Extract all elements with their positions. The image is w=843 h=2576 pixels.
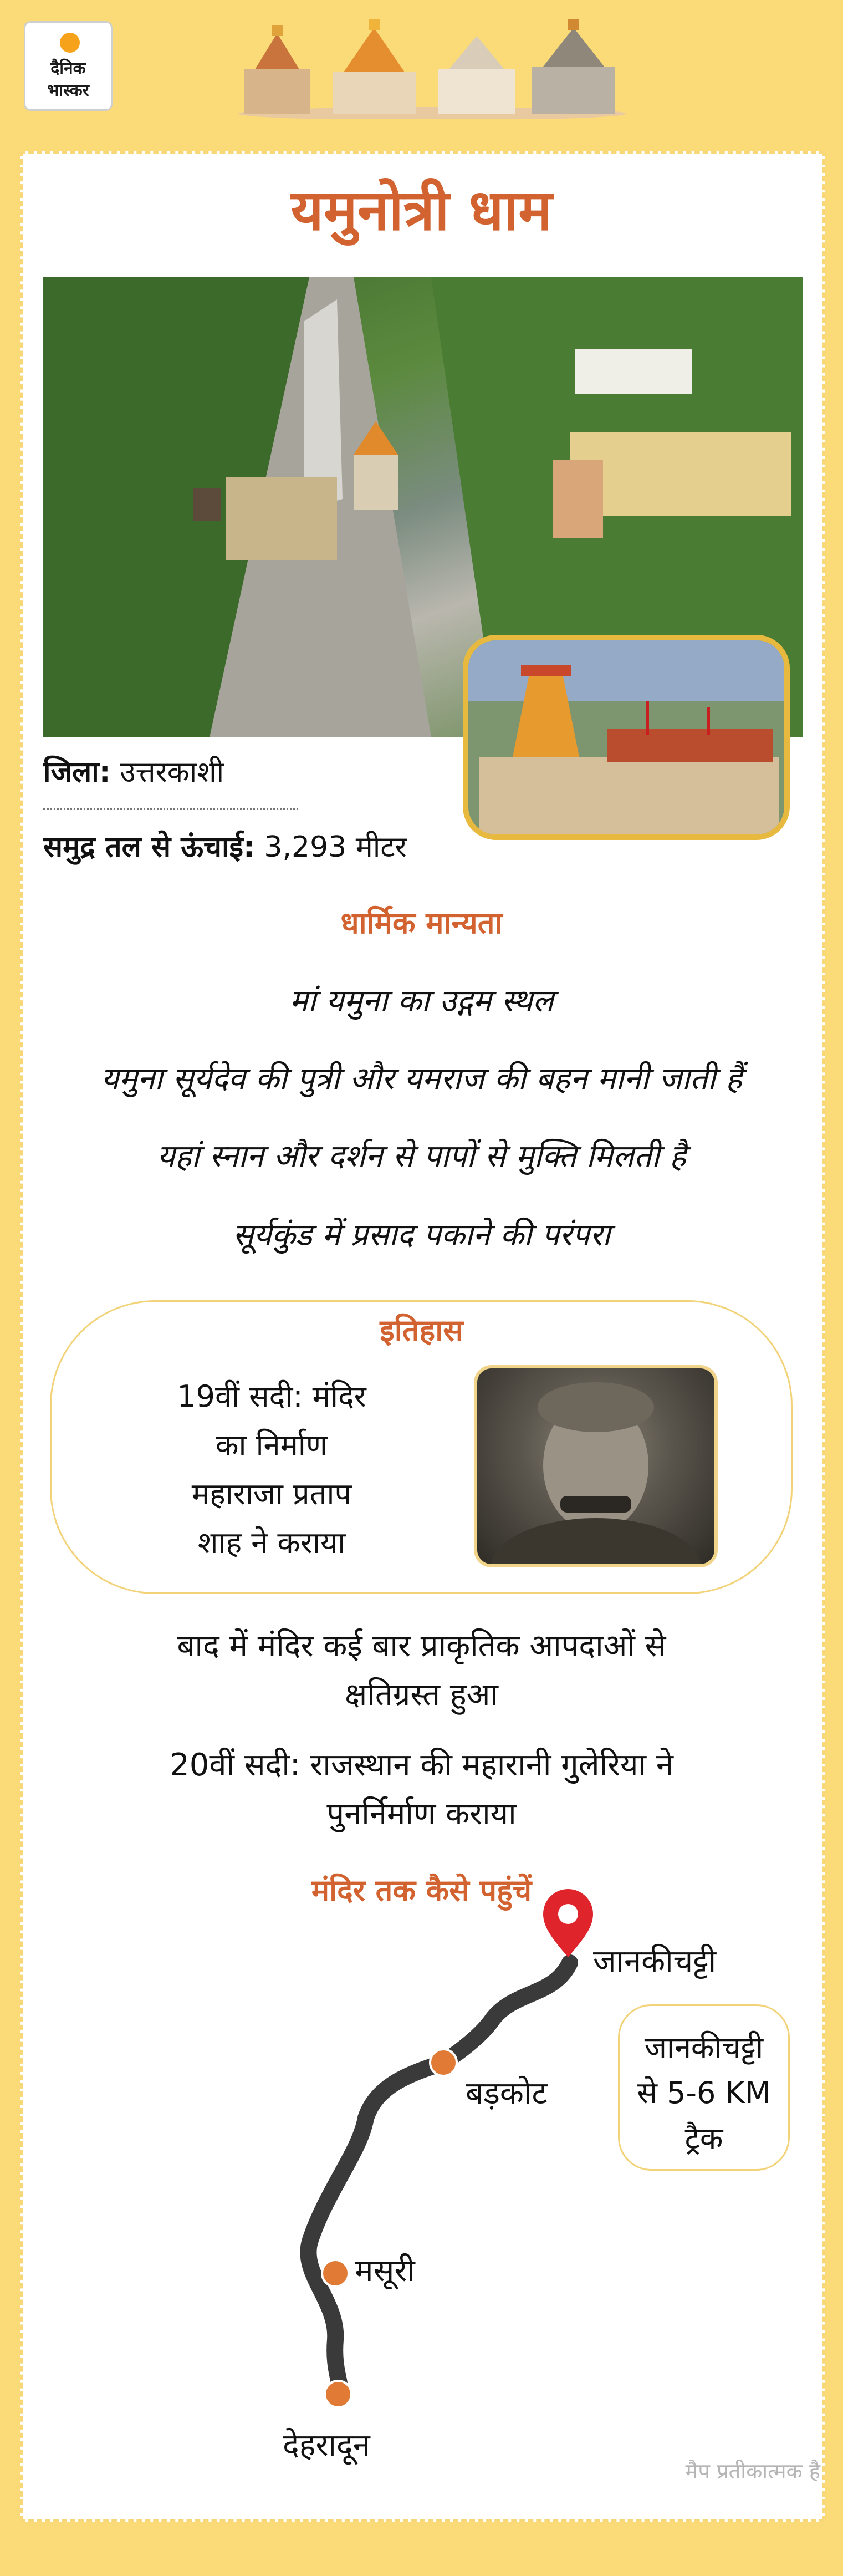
route-stop-dot — [322, 2260, 349, 2287]
maharaja-portrait — [474, 1365, 718, 1567]
belief-item: सूर्यकुंड में प्रसाद पकाने की परंपरा — [232, 1217, 611, 1253]
divider — [43, 808, 298, 810]
district-value: उत्तरकाशी — [120, 756, 224, 789]
route-map — [277, 1885, 610, 2440]
belief-item: यमुना सूर्यदेव की पुत्री और यमराज की बहन मानी जाती हैं — [101, 1061, 742, 1097]
paragraph-line: पुनर्निर्माण कराया — [326, 1796, 517, 1832]
temple-inset-scene — [468, 640, 784, 834]
place-barkot: बड़कोट — [466, 2075, 548, 2111]
history-line: 19वीं सदी: मंदिर — [177, 1379, 366, 1414]
history-line: का निर्माण — [216, 1428, 328, 1463]
history-paragraph-1 — [0, 1622, 843, 1719]
belief-item: यहां स्नान और दर्शन से पापों से मुक्ति मिलती है — [157, 1138, 686, 1174]
belief-item: मां यमुना का उद्गम स्थल — [289, 983, 554, 1019]
route-line — [308, 1963, 570, 2395]
beliefs-heading: धार्मिक मान्यता — [340, 905, 503, 940]
sun-icon — [60, 33, 80, 53]
paragraph-line: बाद में मंदिर कई बार प्राकृतिक आपदाओं से — [177, 1628, 666, 1664]
track-line: ट्रैक — [684, 2121, 723, 2156]
temples-illustration — [233, 17, 632, 119]
altitude-value: 3,293 मीटर — [264, 831, 407, 864]
history-line: शाह ने कराया — [197, 1525, 346, 1560]
history-paragraph-2 — [0, 1741, 843, 1839]
altitude-row — [43, 826, 407, 866]
paragraph-line: 20वीं सदी: राजस्थान की महारानी गुलेरिया ने — [170, 1747, 673, 1783]
history-text — [127, 1372, 416, 1567]
place-janki-chatti: जानकीचट्टी — [593, 1943, 717, 1979]
route-stop-dot — [430, 2049, 457, 2076]
map-disclaimer: मैप प्रतीकात्मक है — [685, 2459, 820, 2483]
district-row — [43, 751, 224, 791]
history-line: महाराजा प्रताप — [191, 1477, 352, 1511]
paragraph-line: क्षतिग्रस्त हुआ — [345, 1677, 498, 1713]
place-dehradun: देहरादून — [283, 2427, 370, 2463]
place-mussoorie: मसूरी — [355, 2253, 415, 2289]
track-info-text — [618, 2025, 790, 2161]
track-line: से 5-6 KM — [637, 2075, 771, 2110]
district-label: जिला: — [43, 756, 111, 789]
logo-line2: भास्कर — [47, 81, 89, 100]
temple-inset-photo — [463, 635, 790, 840]
page-title: यमुनोत्री धाम — [290, 177, 553, 243]
route-heading: मंदिर तक कैसे पहुंचें — [311, 1873, 532, 1908]
dainik-bhaskar-logo — [24, 21, 113, 111]
altitude-label: समुद्र तल से ऊंचाई: — [43, 831, 255, 864]
logo-line1: दैनिक — [50, 59, 86, 78]
track-line: जानकीचट्टी — [644, 2030, 764, 2065]
portrait-figure — [477, 1368, 714, 1564]
history-heading: इतिहास — [380, 1313, 463, 1348]
location-pin-icon — [543, 1889, 593, 1957]
route-stop-dot — [325, 2381, 351, 2407]
